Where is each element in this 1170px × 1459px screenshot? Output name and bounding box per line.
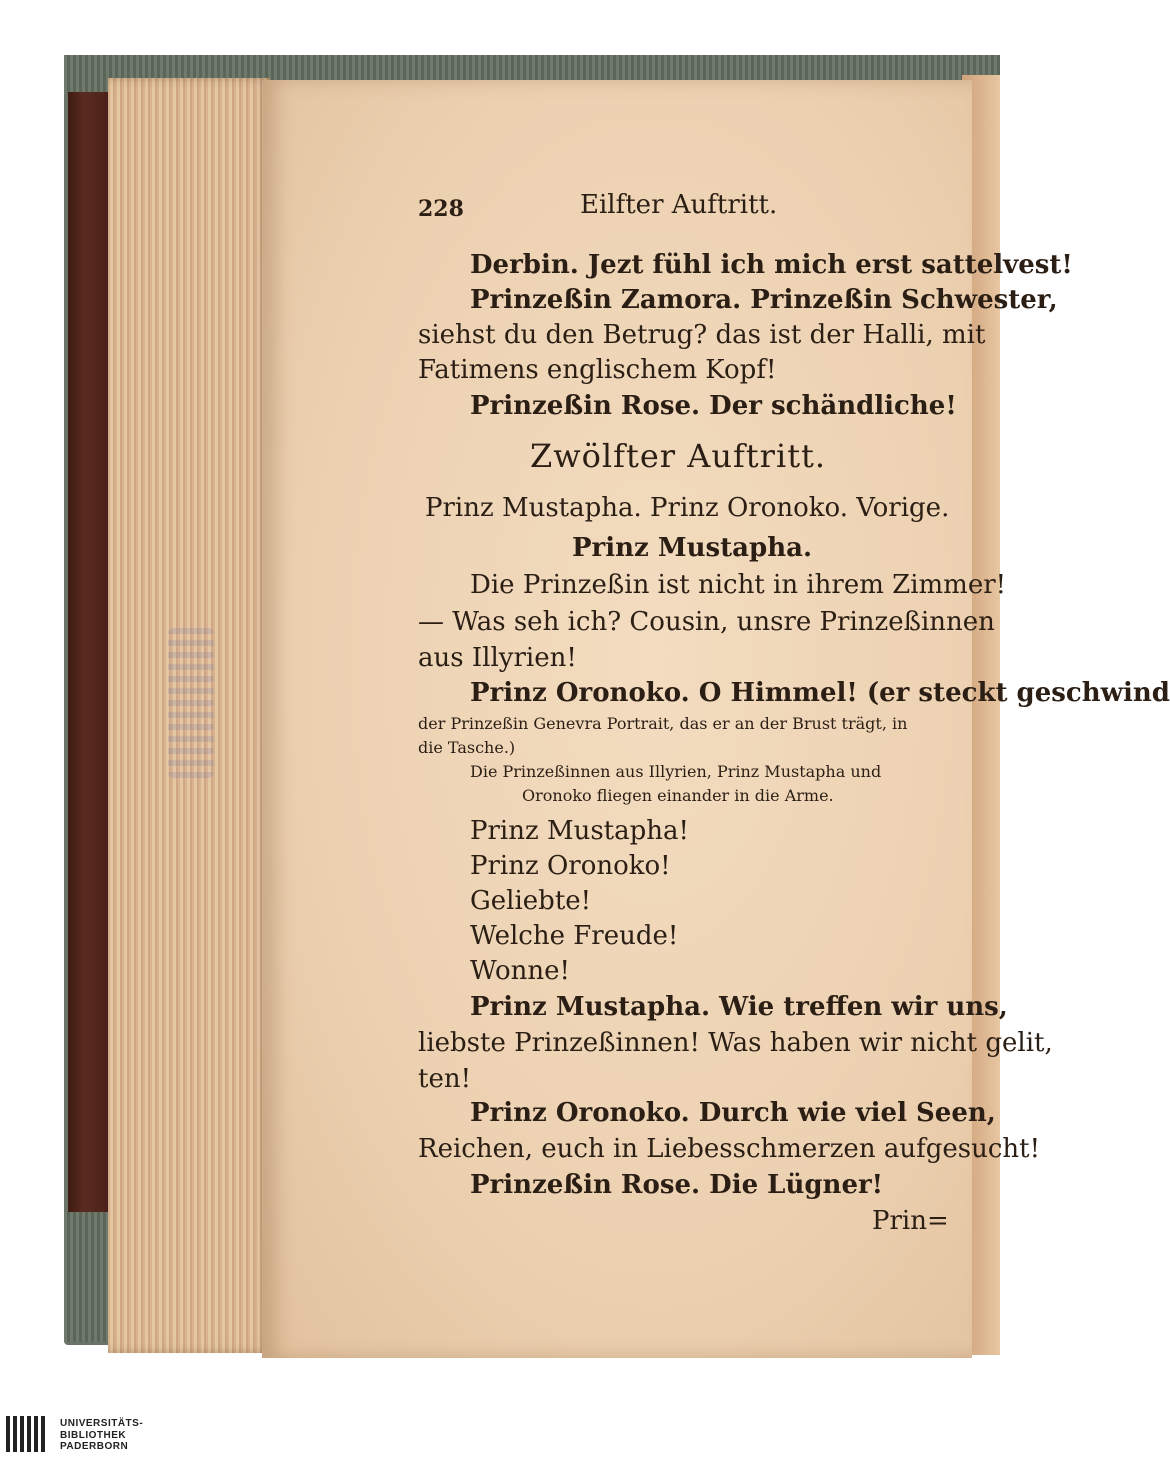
library-logo-icon [6,1416,45,1452]
running-head: Eilfter Auftritt. [580,190,778,220]
text-line: Welche Freude! [470,921,679,951]
leather-spine [68,92,108,1212]
text-line: Geliebte! [470,886,592,916]
stage-direction: Die Prinzeßinnen aus Illyrien, Prinz Mustapha und [470,762,882,781]
text-line: Prinzeßin Rose. Die Lügner! [470,1170,884,1200]
text-line: Wonne! [470,956,570,986]
stage-direction: Oronoko fliegen einander in die Arme. [522,786,834,805]
scene-heading: Zwölfter Auftritt. [530,437,827,475]
text-line: Die Prinzeßin ist nicht in ihrem Zimmer! [470,570,1007,600]
catchword: Prin= [872,1206,949,1236]
page-number: 228 [418,196,464,222]
stage-direction: der Prinzeßin Genevra Portrait, das er an der Brust trägt, in [418,714,908,733]
text-line: Prinzeßin Rose. Der schändliche! [470,391,957,421]
text-line: liebste Prinzeßinnen! Was haben wir nicht gelit, [418,1028,1053,1058]
library-logo-text [60,1418,143,1453]
text-line: Reichen, euch in Liebesschmerzen aufgesucht! [418,1134,1041,1164]
text-line: siehst du den Betrug? das ist der Halli, mit [418,320,986,350]
text-line: aus Illyrien! [418,643,577,673]
library-stamp [168,628,214,778]
text-line: ten! [418,1064,472,1094]
text-line: Prinz Oronoko! [470,851,671,881]
logo-line: PADERBORN [60,1441,129,1452]
text-line: Prinz Mustapha. Wie treffen wir uns, [470,992,1008,1022]
text-line: Prinz Mustapha! [470,816,689,846]
logo-line: UNIVERSITÄTS- [60,1418,144,1429]
text-line: Prinz Oronoko. Durch wie viel Seen, [470,1098,996,1128]
speaker-heading: Prinz Mustapha. [572,533,813,563]
text-line: Prinzeßin Zamora. Prinzeßin Schwester, [470,285,1058,315]
stage-direction: die Tasche.) [418,738,516,757]
text-line: — Was seh ich? Cousin, unsre Prinzeßinnen [418,607,995,637]
text-line: Prinz Oronoko. O Himmel! (er steckt geschwind [470,678,1170,708]
text-line: Fatimens englischem Kopf! [418,355,777,385]
character-list: Prinz Mustapha. Prinz Oronoko. Vorige. [425,493,950,523]
footer-logo [0,1410,1000,1459]
logo-line: BIBLIOTHEK [60,1429,127,1441]
text-line: Derbin. Jezt fühl ich mich erst sattelvest! [470,250,1073,280]
